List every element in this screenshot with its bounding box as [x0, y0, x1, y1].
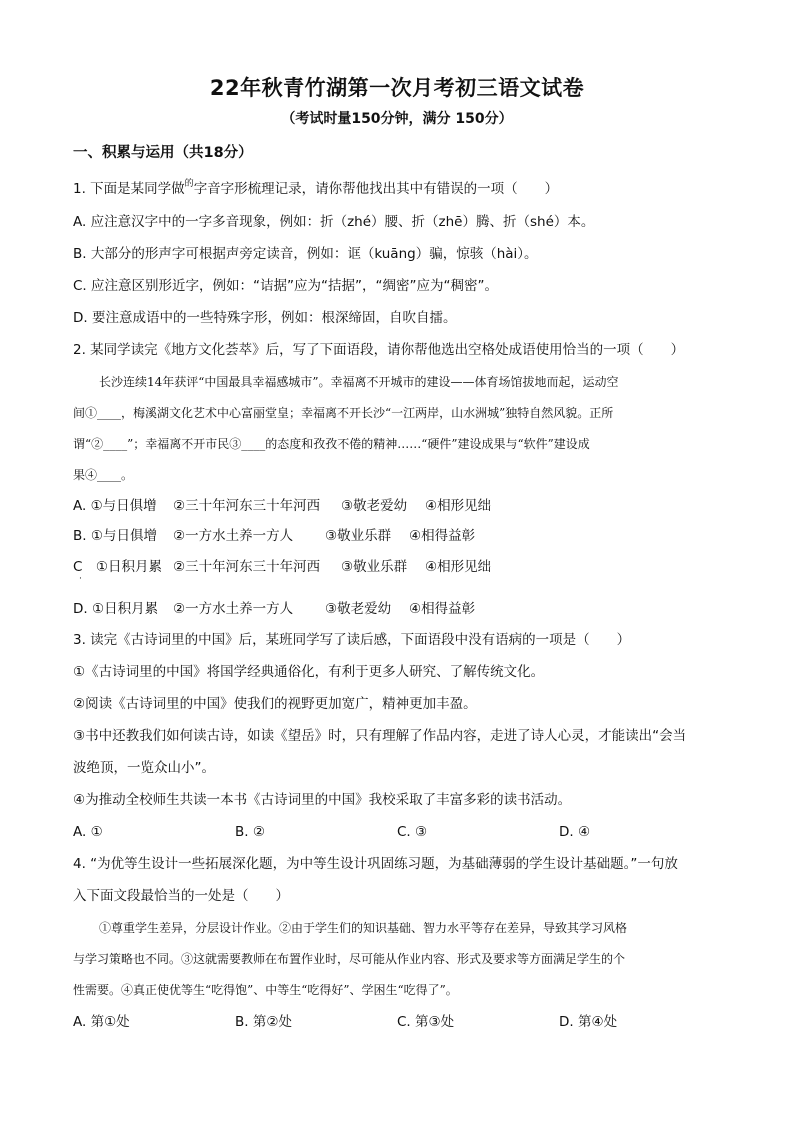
q1-option-c: C. 应注意区别形近字，例如：“诘据”应为“拮据”，“绸密”应为“稠密”。 [73, 278, 498, 294]
q3-sentence-1: ①《古诗词里的中国》将国学经典通俗化，有利于更多人研究、了解传统文化。 [73, 664, 545, 680]
q2-passage-line-4: 果④____。 [73, 468, 134, 482]
q4-stem-cont: 入下面文段最恰当的一处是（ ） [73, 888, 289, 904]
q1-option-d: D. 要注意成语中的一些特殊字形，例如：根深缔固，自吹自擂。 [73, 310, 457, 326]
exam-subtitle: （考试时量150分钟，满分 150分） [281, 111, 513, 127]
q1-option-b: B. 大部分的形声字可根据声旁定读音，例如：诓（kuāng）骗，惊骇（hài）。 [73, 246, 538, 262]
stray-dot-mark: · [79, 574, 82, 584]
q4-stem: 4. “为优等生设计一些拓展深化题，为中等生设计巩固练习题，为基础薄弱的学生设计基础题。”一句放 [73, 856, 678, 872]
q3-sentence-3: ③书中还教我们如何读古诗，如读《望岳》时，只有理解了作品内容，走进了诗人心灵，才能读出“会当 [73, 728, 687, 744]
q3-sentence-4: ④为推动全校师生共读一本书《古诗词里的中国》我校采取了丰富多彩的读书活动。 [73, 792, 572, 808]
q1-option-a: A. 应注意汉字中的一字多音现象，例如：折（zhé）腰、折（zhē）腾、折（shé）本。 [73, 214, 595, 230]
section-heading: 一、积累与运用（共18分） [73, 145, 253, 161]
q1-stem: 1. 下面是某同学做$^的$字音字形梳理记录，请你帮他找出其中有错误的一项（ ） [73, 179, 559, 197]
q3-option-a: A. ① [73, 824, 103, 840]
q2-passage-line-3: 谓“②____”；幸福离不开市民③____的态度和孜孜不倦的精神……“硬件”建设成果与“软件”建设成 [73, 437, 590, 451]
q3-sentence-3-cont: 波绝顶，一览众山小”。 [73, 760, 215, 776]
q3-option-c: C. ③ [397, 824, 428, 840]
q4-passage-line-2: 与学习策略也不同。③这就需要教师在布置作业时，尽可能从作业内容、形式及要求等方面满足学生的个 [73, 952, 626, 966]
q2-passage-line-1: 长沙连续14年获评“中国最具幸福感城市”。幸福离不开城市的建设——体育场馆拔地而起，运动空 [99, 375, 619, 389]
q4-option-b: B. 第②处 [235, 1014, 292, 1030]
exam-title: 22年秋青竹湖第一次月考初三语文试卷 [209, 76, 585, 100]
q4-option-a: A. 第①处 [73, 1014, 130, 1030]
q2-stem: 2. 某同学读完《地方文化荟萃》后，写了下面语段，请你帮他选出空格处成语使用恰当的一项（ ） [73, 342, 685, 358]
q4-option-c: C. 第③处 [397, 1014, 455, 1030]
exam-page: 22年秋青竹湖第一次月考初三语文试卷 （考试时量150分钟，满分 150分） 一、积累与运用（共18分） 1. 下面是某同学做$^的$字音字形梳理记录，请你帮他找出其中有错误的一项（ ） A. 应注意汉字中的一字多音现象，例如：折（zhé）腰、折（zhē）腾、折（shé）本。 B. 大部分的形声字可根据声旁定读音，例如：诓（kuāng）骗，惊骇（hài）。 C. 应注意区别形近字，例如：“诘据”应为“拮据”，“绸密”应为“稠密”。 D. 要注意成语中的一些特殊字形，例如：根深缔固，自吹自擂。 2. 某同学读完《地方文化荟萃》后，写了下面语段，请你帮他选出空格处成语使用恰当的一项（ ） 长沙连续14年获评“中国最具幸福感城市”。幸福离不开城市的建设——体育场馆拔地而起，运动空 间①____，梅溪湖文化艺术中心富丽堂皇；幸福离不开长沙“一江两岸，山水洲城”独特自然风貌。正所 谓“②____”；幸福离不开市民③____的态度和孜孜不倦的精神……“硬件”建设成果与“软件”建设成 果④____。 A. ①与日俱增 ②三十年河东三十年河西 ③敬老爱幼 ④相形见绌 B. ①与日俱增 ②一方水土养一方人 ③敬业乐群 ④相得益彰 C ①日积月累 ②三十年河东三十年河西 ③敬业乐群 ④相形见绌 · D. ①日积月累 ②一方水土养一方人 ③敬老爱幼 ④相得益彰 3. 读完《古诗词里的中国》后，某班同学写了读后感，下面语段中没有语病的一项是（ ） ①《古诗词里的中国》将国学经典通俗化，有利于更多人研究、了解传统文化。 ②阅读《古诗词里的中国》使我们的视野更加宽广，精神更加丰盈。 ③书中还教我们如何读古诗，如读《望岳》时，只有理解了作品内容，走进了诗人心灵，才能读出“会当 波绝顶，一览众山小”。 ④为推动全校师生共读一本书《古诗词里的中国》我校采取了丰富多彩的读书活动。 A. ① B. ② C. ③ D. ④ 4. “为优等生设计一些拓展深化题，为中等生设计巩固练习题，为基础薄弱的学生设计基础题。”一句放 入下面文段最恰当的一处是（ ） ①尊重学生差异，分层设计作业。②由于学生们的知识基础、智力水平等存在差异，导致其学习风格 与学习策略也不同。③这就需要教师在布置作业时，尽可能从作业内容、形式及要求等方面满足学生的个 性需要。④真正使优等生“吃得饱”、中等生“吃得好”、学困生“吃得了”。 A. 第①处 B. 第②处 C. 第③处 D. 第④处 [0, 0, 794, 1123]
q3-option-d: D. ④ [559, 824, 591, 840]
q4-passage-line-3: 性需要。④真正使优等生“吃得饱”、中等生“吃得好”、学困生“吃得了”。 [73, 983, 458, 997]
q4-option-d: D. 第④处 [559, 1014, 618, 1030]
q4-passage-line-1: ①尊重学生差异，分层设计作业。②由于学生们的知识基础、智力水平等存在差异，导致其学习风格 [99, 921, 628, 935]
q3-option-b: B. ② [235, 824, 265, 840]
q2-passage-line-2: 间①____，梅溪湖文化艺术中心富丽堂皇；幸福离不开长沙“一江两岸，山水洲城”独特自然风貌。正所 [73, 406, 614, 420]
q1-ruby-note: 的 [184, 179, 194, 189]
q3-stem: 3. 读完《古诗词里的中国》后，某班同学写了读后感，下面语段中没有语病的一项是（ ） [73, 632, 631, 648]
q3-sentence-2: ②阅读《古诗词里的中国》使我们的视野更加宽广，精神更加丰盈。 [73, 696, 477, 712]
